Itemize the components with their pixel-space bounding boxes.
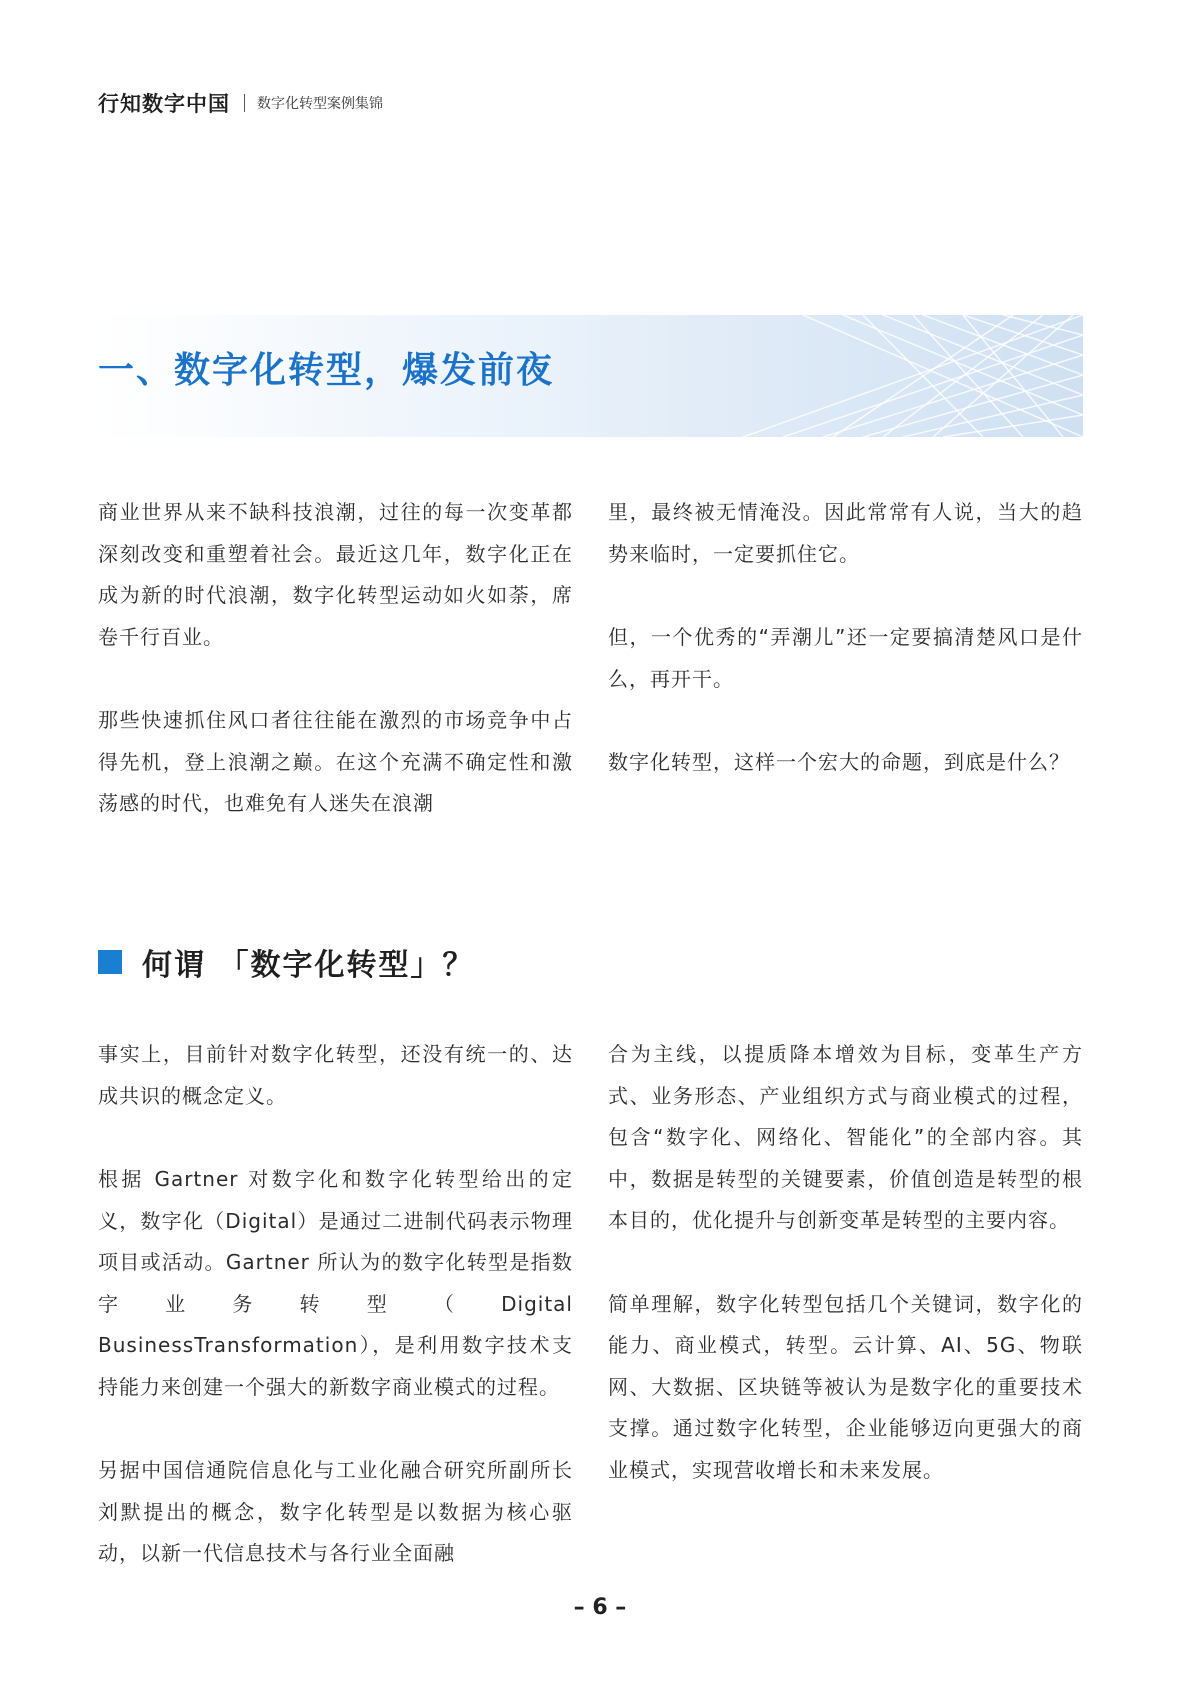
banner-net-graphic [683, 315, 1083, 437]
paragraph: 商业世界从来不缺科技浪潮，过往的每一次变革都深刻改变和重塑着社会。最近这几年，数字化正在成为新的时代浪潮，数字化转型运动如火如荼，席卷千行百业。 [98, 500, 573, 649]
page-header [98, 88, 383, 118]
paragraph: 但，一个优秀的“弄潮儿”还一定要搞清楚风口是什么，再开干。 [608, 625, 1083, 691]
paragraph: 里，最终被无情淹没。因此常常有人说，当大的趋势来临时，一定要抓住它。 [608, 500, 1083, 566]
paragraph: 那些快速抓住风口者往往能在激烈的市场竞争中占得先机，登上浪潮之巅。在这个充满不确定性和激荡感的时代，也难免有人迷失在浪潮 [98, 708, 573, 815]
paragraph: 事实上，目前针对数字化转型，还没有统一的、达成共识的概念定义。 [98, 1042, 573, 1108]
definition-column-left [98, 1034, 573, 1617]
intro-column-left [98, 492, 573, 867]
brand-title: 行知数字中国 [98, 92, 230, 116]
subsection-title: 何谓 「数字化转型」？ [142, 948, 475, 983]
paragraph: 另据中国信通院信息化与工业化融合研究所副所长刘默提出的概念，数字化转型是以数据为核心驱动，以新一代信息技术与各行业全面融 [98, 1458, 573, 1565]
paragraph: 数字化转型，这样一个宏大的命题，到底是什么？ [608, 750, 1070, 774]
section-title: 一、数字化转型，爆发前夜 [98, 350, 555, 391]
definition-column-right [608, 1034, 1083, 1533]
header-subtitle: 数字化转型案例集锦 [257, 96, 383, 112]
subsection-heading [98, 940, 474, 984]
header-divider [244, 94, 245, 112]
paragraph: 简单理解，数字化转型包括几个关键词，数字化的能力、商业模式，转型。云计算、AI、5G、物联网、大数据、区块链等被认为是数字化的重要技术支撑。通过数字化转型，企业能够迈向更强大的商业模式，实现营收增长和未来发展。 [608, 1291, 1083, 1482]
section-banner [98, 315, 1083, 437]
intro-column-right [608, 492, 1083, 826]
paragraph: 根据 Gartner 对数字化和数字化转型给出的定义，数字化（Digital）是通过二进制代码表示物理项目或活动。Gartner 所认为的数字化转型是指数字业务转型（Digital BusinessTransformation），是利用数字技术支持能力来创建一个强大的新数字商业模式的过程。 [98, 1167, 573, 1399]
page-number: – 6 – [573, 1595, 627, 1620]
square-bullet-icon [98, 950, 122, 974]
paragraph: 合为主线，以提质降本增效为目标，变革生产方式、业务形态、产业组织方式与商业模式的过程，包含“数字化、网络化、智能化”的全部内容。其中，数据是转型的关键要素，价值创造是转型的根本目的，优化提升与创新变革是转型的主要内容。 [608, 1042, 1083, 1232]
